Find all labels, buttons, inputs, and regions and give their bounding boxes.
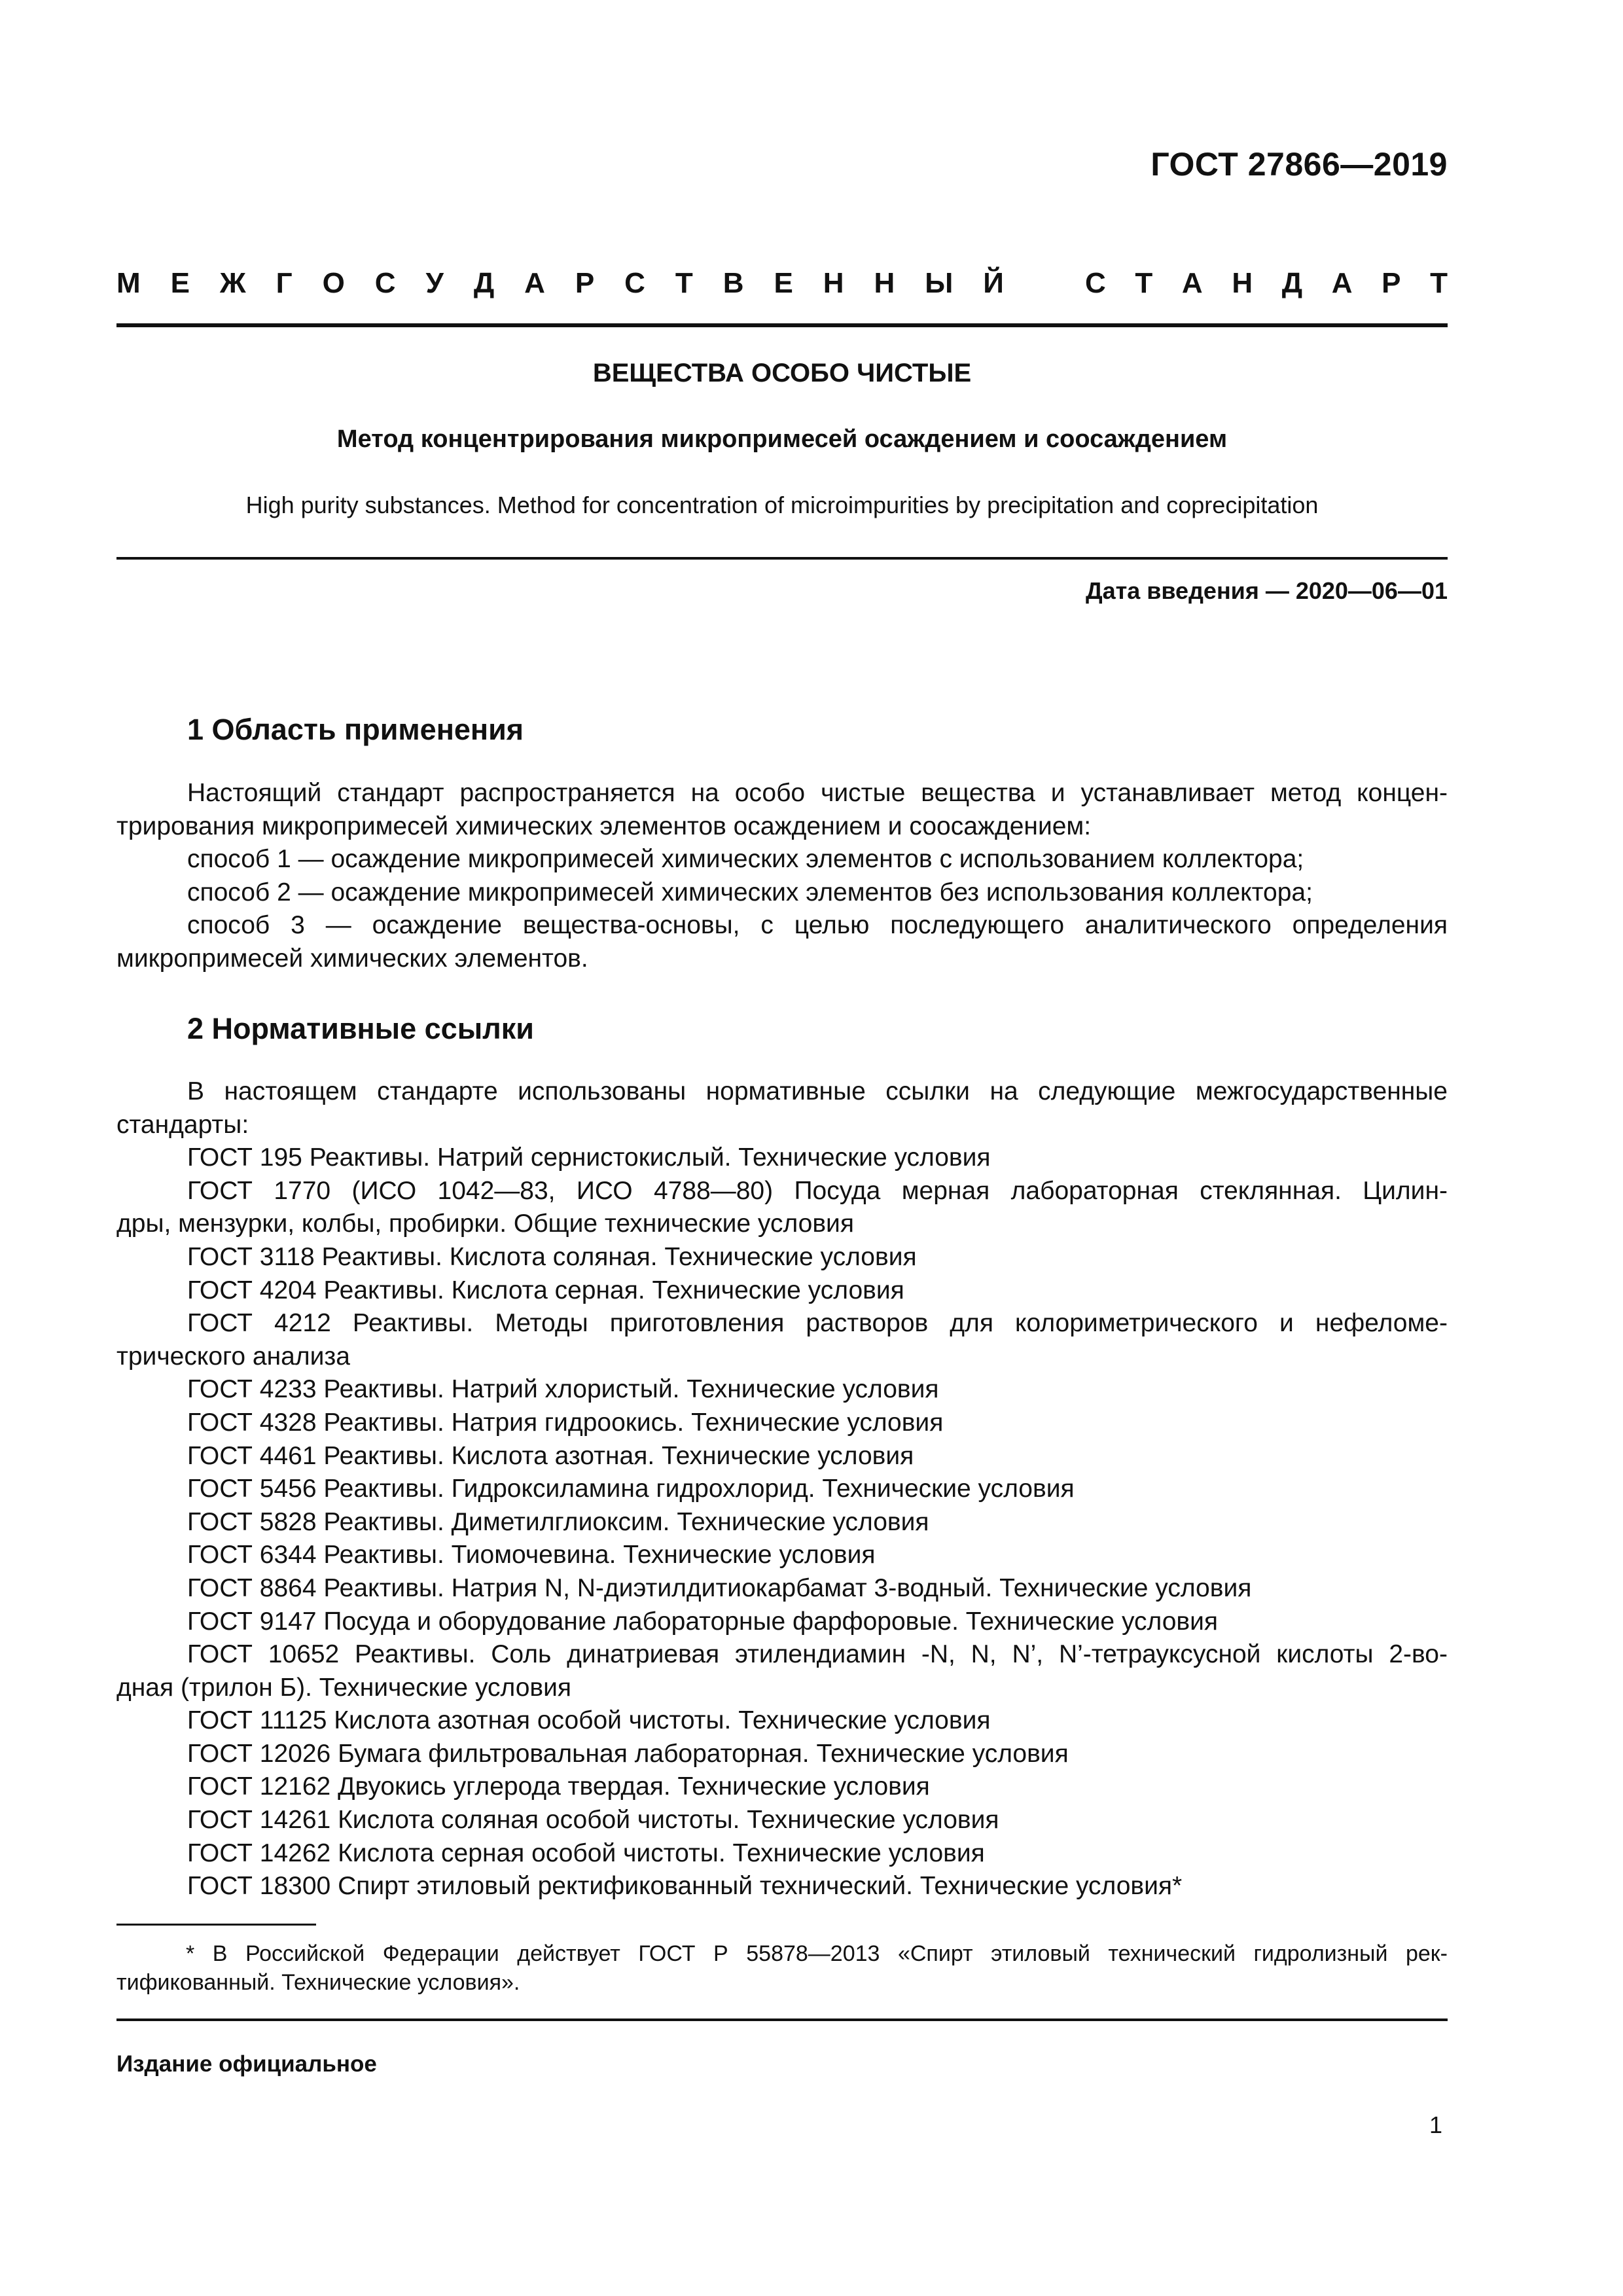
footnote — [116, 1939, 1448, 1997]
line-text: ГОСТ 12026 Бумага фильтровальная лабораторная. Технические условия — [187, 1739, 1069, 1768]
banner-word-standard — [1085, 267, 1448, 300]
text-line — [116, 1704, 1448, 1738]
banner-letter: Р — [1382, 267, 1401, 299]
text-line — [116, 1440, 1448, 1473]
line-text: способ 3 — осаждение вещества-основы, с целью последующего аналитического определения — [187, 911, 1448, 940]
banner-letter: У — [425, 267, 444, 299]
banner-letter: Ж — [219, 267, 246, 299]
document-code: ГОСТ 27866—2019 — [1150, 146, 1448, 183]
text-line — [116, 942, 1448, 976]
banner-letter: Е — [774, 267, 793, 299]
text-line — [116, 1804, 1448, 1837]
line-text: * В Российской Федерации действует ГОСТ Р 55878—2013 «Спирт этиловый технический гидролизный рек- — [186, 1941, 1448, 1966]
line-text: ГОСТ 4328 Реактивы. Натрия гидроокись. Технические условия — [187, 1408, 944, 1437]
line-text: ГОСТ 4212 Реактивы. Методы приготовления растворов для колориметрического и нефеломе- — [187, 1309, 1448, 1338]
page-number: 1 — [1429, 2111, 1442, 2138]
line-text: ГОСТ 5828 Реактивы. Диметилглиоксим. Технические условия — [187, 1507, 929, 1536]
banner-letter: А — [1181, 267, 1203, 299]
section-1-body — [116, 777, 1448, 976]
text-line — [116, 876, 1448, 910]
line-text: трического анализа — [116, 1342, 350, 1371]
introduction-date: Дата введения — 2020—06—01 — [1085, 577, 1448, 604]
banner-letter: Г — [276, 267, 293, 299]
text-line — [116, 1141, 1448, 1175]
text-line — [116, 1307, 1448, 1340]
text-line — [116, 1241, 1448, 1274]
top-rule — [116, 323, 1448, 327]
line-text: ГОСТ 14262 Кислота серная особой чистоты. Технические условия — [187, 1839, 985, 1867]
footnote-rule — [116, 1924, 316, 1926]
banner-letter: М — [116, 267, 141, 299]
line-text: микропримесей химических элементов. — [116, 944, 588, 973]
banner-letter: Т — [675, 267, 693, 299]
document-subtitle: Метод концентрирования микропримесей осаждением и соосаждением — [336, 425, 1228, 453]
line-text: трирования микропримесей химических элементов осаждением и соосаждением: — [116, 812, 1092, 840]
text-line — [116, 1175, 1448, 1208]
text-line — [116, 1340, 1448, 1374]
bottom-rule — [116, 2018, 1448, 2021]
section-2-body — [116, 1075, 1448, 1903]
banner-letter: С — [374, 267, 396, 299]
text-line — [116, 1770, 1448, 1804]
banner-letter: Р — [575, 267, 595, 299]
text-line — [116, 843, 1448, 876]
text-line — [116, 1572, 1448, 1605]
text-line — [116, 1837, 1448, 1871]
line-text: ГОСТ 4233 Реактивы. Натрий хлористый. Технические условия — [187, 1375, 939, 1404]
line-text: В настоящем стандарте использованы нормативные ссылки на следующие межгосударственные — [187, 1077, 1448, 1105]
banner-letter: А — [1331, 267, 1353, 299]
line-text: ГОСТ 195 Реактивы. Натрий сернистокислый. Технические условия — [187, 1143, 991, 1172]
banner-letter: Т — [1135, 267, 1153, 299]
title-rule — [116, 557, 1448, 560]
banner-letter: Д — [473, 267, 495, 299]
text-line — [116, 1373, 1448, 1407]
banner-letter: В — [722, 267, 744, 299]
line-text: дры, мензурки, колбы, пробирки. Общие технические условия — [116, 1210, 854, 1238]
banner-letter: А — [524, 267, 545, 299]
text-line — [116, 1075, 1448, 1109]
line-text: Настоящий стандарт распространяется на особо чистые вещества и устанавливает метод концен- — [187, 779, 1448, 807]
line-text: ГОСТ 10652 Реактивы. Соль динатриевая этилендиамин -N, N, N’, N’-тетрауксусной кислоты 2-во- — [187, 1640, 1448, 1669]
banner-letter: Й — [983, 267, 1004, 299]
line-text: способ 2 — осаждение микропримесей химических элементов без использования коллектора; — [187, 878, 1313, 906]
text-line — [116, 1605, 1448, 1639]
line-text: ГОСТ 14261 Кислота соляная особой чистоты. Технические условия — [187, 1806, 999, 1835]
line-text: ГОСТ 8864 Реактивы. Натрия N, N-диэтилдитиокарбамат 3-водный. Технические условия — [187, 1573, 1252, 1602]
line-text: ГОСТ 4461 Реактивы. Кислота азотная. Технические условия — [187, 1441, 914, 1470]
line-text: ГОСТ 4204 Реактивы. Кислота серная. Технические условия — [187, 1276, 904, 1304]
text-line — [116, 1968, 1448, 1997]
text-line — [116, 909, 1448, 942]
document-title: ВЕЩЕСТВА ОСОБО ЧИСТЫЕ — [592, 359, 972, 387]
banner-letter: Е — [170, 267, 190, 299]
line-text: дная (трилон Б). Технические условия — [116, 1673, 572, 1702]
line-text: ГОСТ 11125 Кислота азотная особой чистоты. Технические условия — [187, 1706, 991, 1735]
line-text: ГОСТ 9147 Посуда и оборудование лабораторные фарфоровые. Технические условия — [187, 1607, 1219, 1636]
text-line — [116, 1506, 1448, 1539]
text-line — [116, 1738, 1448, 1771]
line-text: способ 1 — осаждение микропримесей химических элементов с использованием коллектора; — [187, 845, 1304, 874]
text-line — [116, 777, 1448, 810]
banner-letter: Н — [874, 267, 895, 299]
banner-letter: Ы — [925, 267, 954, 299]
section-1-title: 1 Область применения — [187, 713, 524, 746]
banner-letter: С — [624, 267, 645, 299]
text-line — [116, 1109, 1448, 1142]
text-line — [116, 1407, 1448, 1440]
line-text: ГОСТ 12162 Двуокись углерода твердая. Технические условия — [187, 1772, 930, 1801]
text-line — [116, 1208, 1448, 1241]
banner-letter: Н — [1232, 267, 1253, 299]
text-line — [116, 810, 1448, 844]
banner-letter: О — [322, 267, 345, 299]
standard-banner — [116, 260, 1448, 306]
banner-letter: Н — [823, 267, 844, 299]
text-line — [116, 1638, 1448, 1672]
document-title-english: High purity substances. Method for concentration of microimpurities by precipitation and coprecipitation — [245, 492, 1319, 518]
banner-letter: Т — [1430, 267, 1448, 299]
text-line — [116, 1672, 1448, 1705]
line-text: ГОСТ 3118 Реактивы. Кислота соляная. Технические условия — [187, 1242, 917, 1271]
line-text: ГОСТ 6344 Реактивы. Тиомочевина. Технические условия — [187, 1541, 876, 1570]
banner-word-interstate — [116, 267, 1004, 300]
edition-label: Издание официальное — [116, 2051, 377, 2077]
banner-letter: Д — [1281, 267, 1303, 299]
text-line — [116, 1473, 1448, 1506]
text-line — [116, 1939, 1448, 1968]
line-text: ГОСТ 1770 (ИСО 1042—83, ИСО 4788—80) Посуда мерная лабораторная стеклянная. Цилин- — [187, 1176, 1448, 1205]
text-line — [116, 1539, 1448, 1572]
banner-letter: С — [1085, 267, 1106, 299]
line-text: ГОСТ 18300 Спирт этиловый ректификованный технический. Технические условия* — [187, 1872, 1183, 1901]
line-text: стандарты: — [116, 1110, 249, 1139]
text-line — [116, 1870, 1448, 1903]
line-text: тификованный. Технические условия». — [116, 1970, 520, 1995]
text-line — [116, 1274, 1448, 1308]
section-2-title: 2 Нормативные ссылки — [187, 1012, 534, 1045]
line-text: ГОСТ 5456 Реактивы. Гидроксиламина гидрохлорид. Технические условия — [187, 1475, 1075, 1503]
